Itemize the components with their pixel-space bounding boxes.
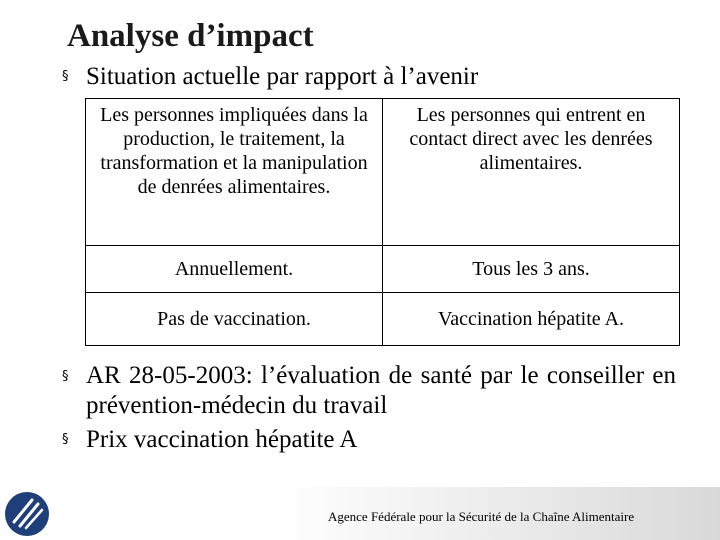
bullet-marker: § — [62, 69, 69, 84]
table-row — [86, 246, 680, 293]
bullet-prix-vaccination: Prix vaccination hépatite A — [86, 426, 358, 453]
table-cell: Pas de vaccination. — [86, 293, 383, 346]
table-cell: Les personnes qui entrent en contact direct avec les denrées alimentaires. — [383, 99, 680, 246]
table-row — [86, 99, 680, 246]
table-cell: Tous les 3 ans. — [383, 246, 680, 293]
bullet-ar-2003: AR 28-05-2003: l’évaluation de santé par le conseiller en prévention-médecin du travail — [86, 362, 676, 419]
bullet-marker: § — [62, 432, 69, 447]
afsca-logo-icon — [2, 486, 52, 538]
table-cell: Annuellement. — [86, 246, 383, 293]
footer-agency-name: Agence Fédérale pour la Sécurité de la Chaîne Alimentaire — [328, 509, 635, 524]
bullet-marker: § — [62, 369, 69, 384]
table-cell: Vaccination hépatite A. — [383, 293, 680, 346]
impact-table — [85, 98, 680, 346]
table-row — [86, 293, 680, 346]
table-cell: Les personnes impliquées dans la production, le traitement, la transformation et la manipulation de denrées alimentaires. — [86, 99, 383, 246]
slide-title: Analyse d’impact — [67, 18, 314, 54]
bullet-situation: Situation actuelle par rapport à l’avenir — [86, 63, 479, 90]
